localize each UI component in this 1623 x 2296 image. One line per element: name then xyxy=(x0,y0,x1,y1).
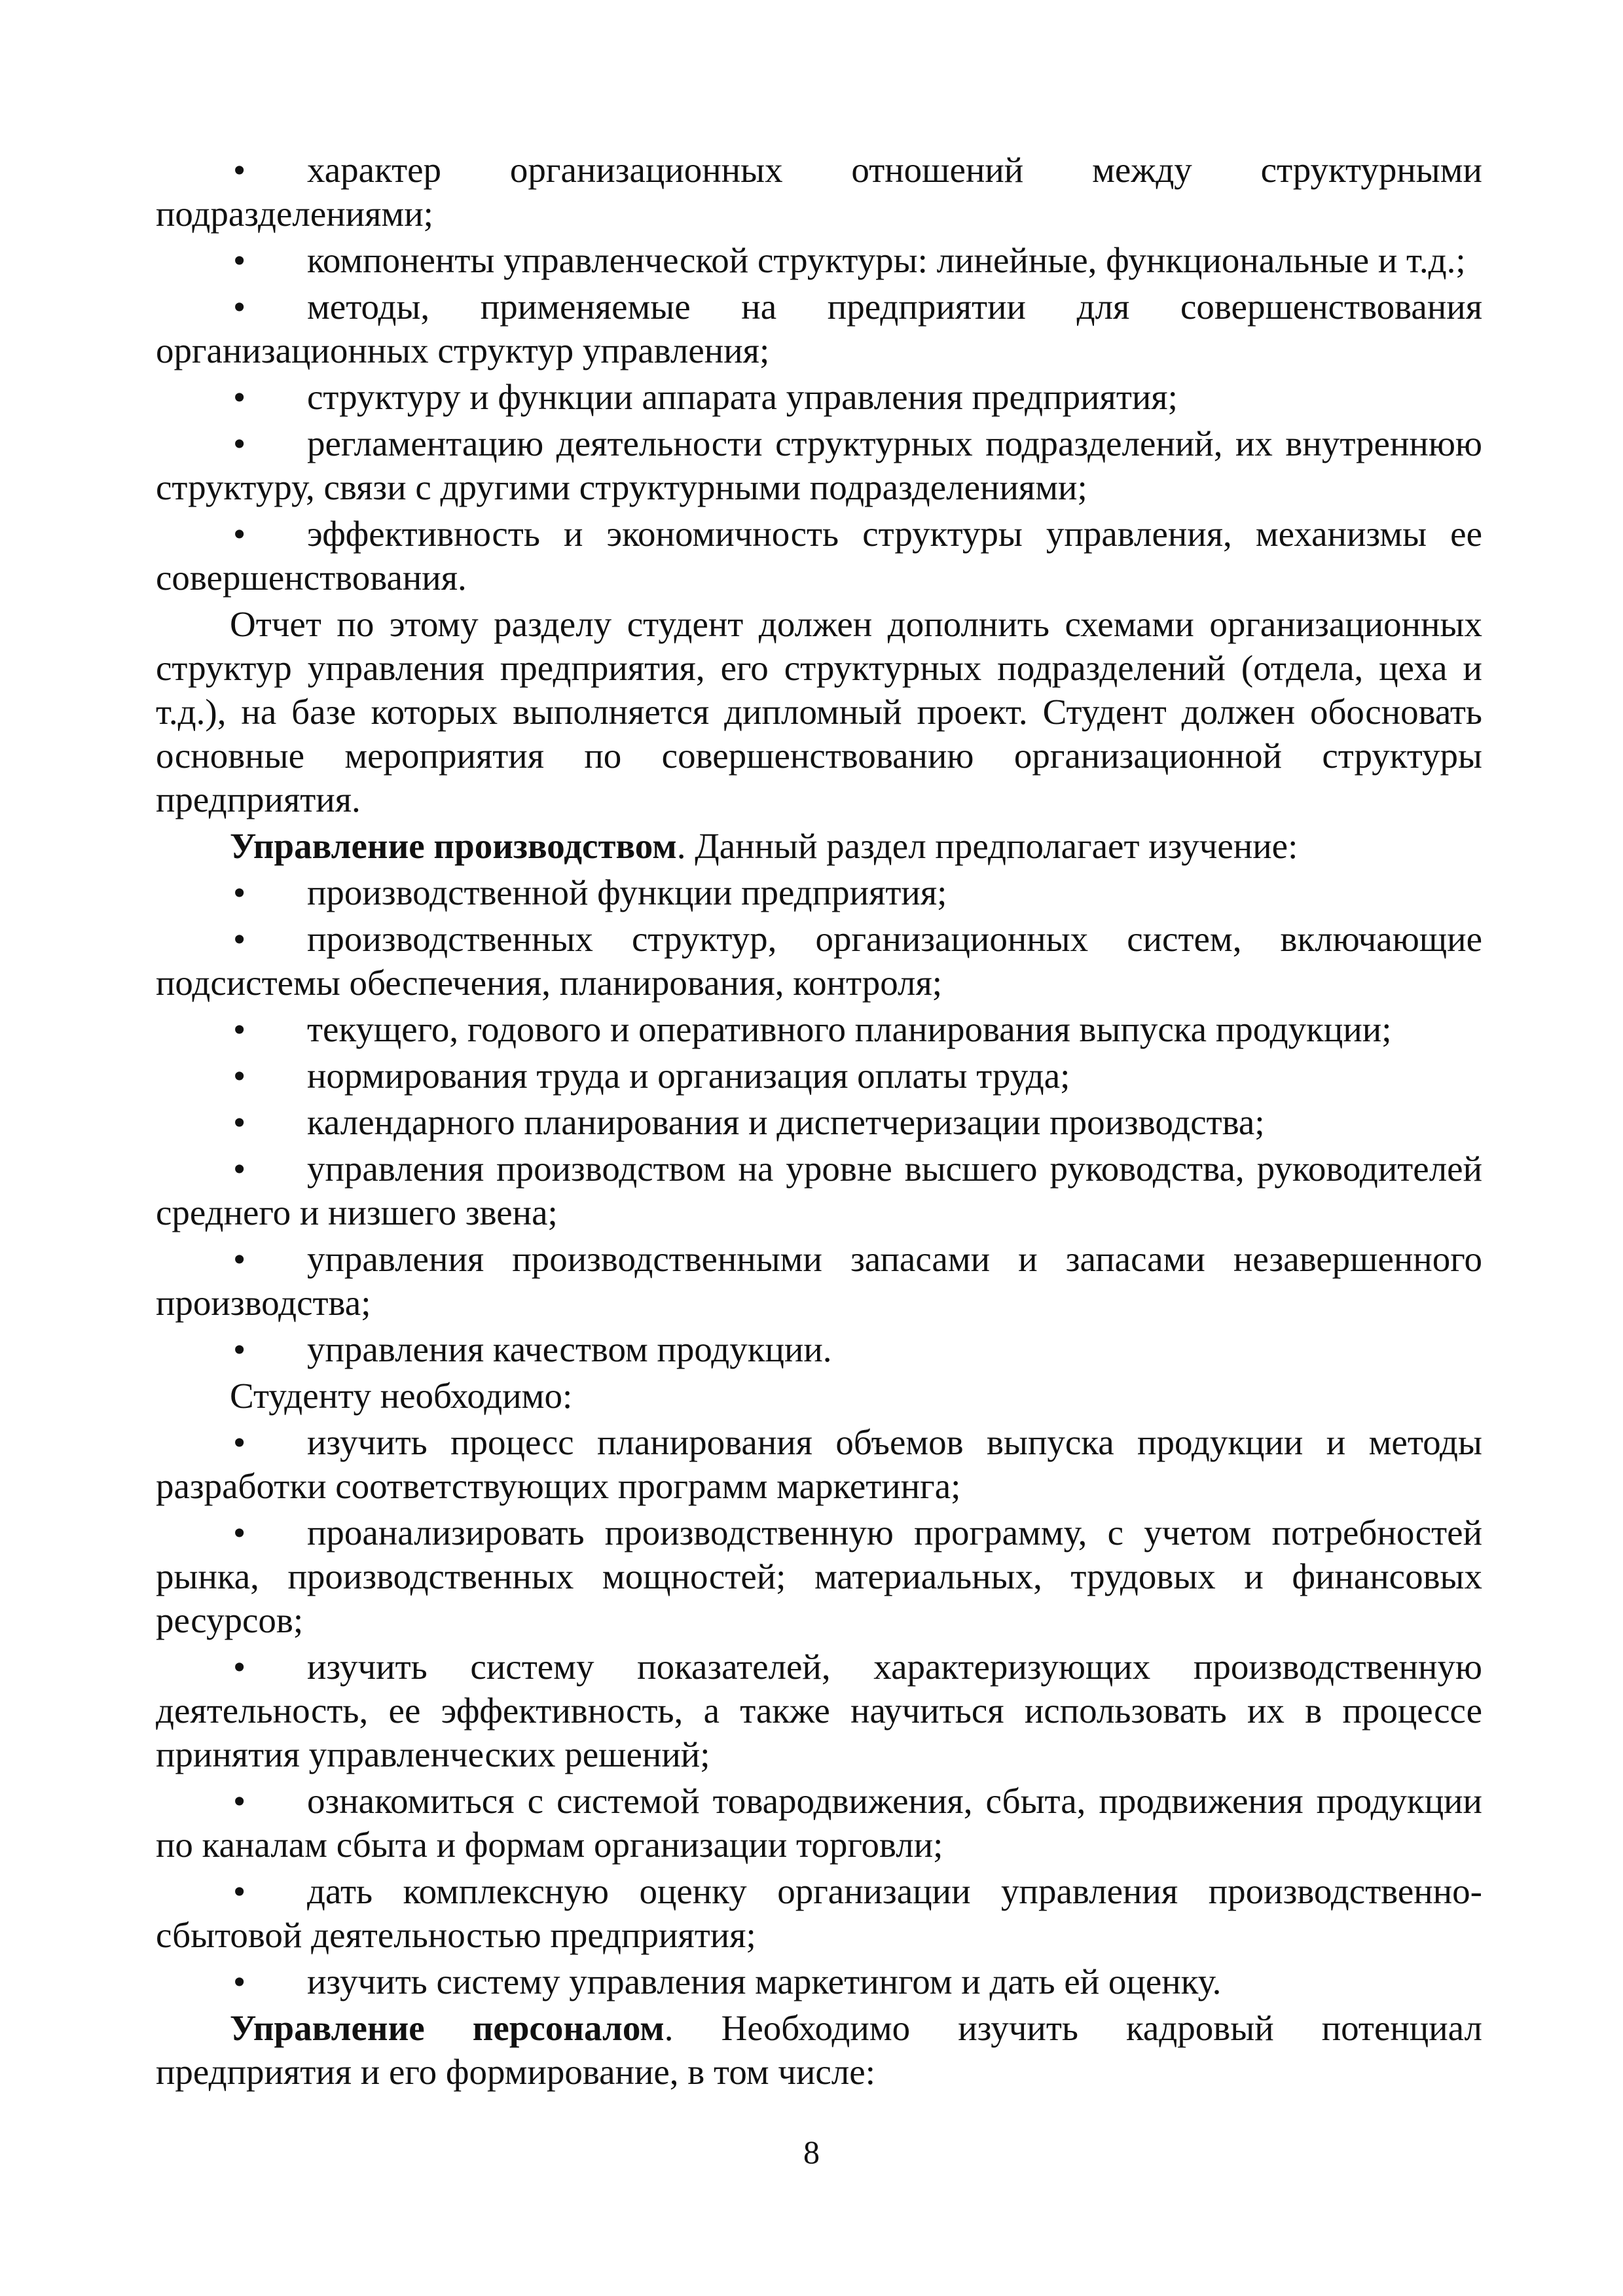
bullet-item xyxy=(156,1960,1482,2003)
bullet-marker: • xyxy=(233,1422,246,1462)
bullet-marker: • xyxy=(233,1149,246,1189)
section-heading: Управление персоналом xyxy=(230,2008,665,2048)
bullet-text: управления производством на уровне высшего руководства, руководителей среднего и низшего звена; xyxy=(156,1149,1482,1232)
bullet-text: управления производственными запасами и запасами незавершенного производства; xyxy=(156,1239,1482,1323)
bullet-item xyxy=(156,1779,1482,1867)
bullet-item xyxy=(156,1054,1482,1098)
bullet-marker: • xyxy=(233,1647,246,1687)
bullet-marker: • xyxy=(233,1513,246,1552)
bullet-marker: • xyxy=(233,514,246,554)
bullet-text: производственных структур, организационных систем, включающие подсистемы обеспечения, планирования, контроля; xyxy=(156,919,1482,1003)
bullet-text: производственной функции предприятия; xyxy=(307,872,947,912)
bullet-marker: • xyxy=(233,1102,246,1142)
bullet-marker: • xyxy=(233,919,246,959)
section-paragraph xyxy=(156,2006,1482,2094)
bullet-marker: • xyxy=(233,377,246,417)
bullet-text: изучить процесс планирования объемов выпуска продукции и методы разработки соответствующих программ маркетинга; xyxy=(156,1422,1482,1506)
bullet-text: текущего, годового и оперативного планирования выпуска продукции; xyxy=(307,1009,1392,1049)
bullet-marker: • xyxy=(233,240,246,280)
bullet-item xyxy=(156,422,1482,509)
bullet-text: изучить систему показателей, характеризующих производственную деятельность, ее эффективность, а также научиться использовать их в процессе принятия управленческих решений; xyxy=(156,1647,1482,1774)
bullet-text: компоненты управленческой структуры: линейные, функциональные и т.д.; xyxy=(307,240,1466,280)
bullet-marker: • xyxy=(233,1962,246,2001)
bullet-text: характер организационных отношений между структурными подразделениями; xyxy=(156,150,1482,234)
bullet-marker: • xyxy=(233,872,246,912)
section-paragraph xyxy=(156,824,1482,868)
bullet-item xyxy=(156,512,1482,600)
bullet-text: управления качеством продукции. xyxy=(307,1329,832,1369)
bullet-text: эффективность и экономичность структуры управления, механизмы ее совершенствования. xyxy=(156,514,1482,598)
bullet-item xyxy=(156,1147,1482,1234)
paragraph-text: Студенту необходимо: xyxy=(230,1376,573,1416)
bullet-item xyxy=(156,1237,1482,1325)
bullet-marker: • xyxy=(233,1329,246,1369)
bullet-text: дать комплексную оценку организации управления производственно-сбытовой деятельностью предприятия; xyxy=(156,1871,1482,1955)
bullet-item xyxy=(156,1511,1482,1642)
paragraph-text: . Необходимо изучить кадровый потенциал предприятия и его формирование, в том числе: xyxy=(156,2008,1482,2092)
bullet-text: регламентацию деятельности структурных подразделений, их внутреннюю структуру, связи с другими структурными подразделениями; xyxy=(156,423,1482,507)
bullet-text: календарного планирования и диспетчеризации производства; xyxy=(307,1102,1265,1142)
bullet-item xyxy=(156,1007,1482,1051)
bullet-marker: • xyxy=(233,423,246,463)
bullet-item xyxy=(156,238,1482,282)
bullet-text: изучить систему управления маркетингом и дать ей оценку. xyxy=(307,1962,1222,2001)
bullet-marker: • xyxy=(233,1781,246,1821)
section-heading: Управление производством xyxy=(230,826,677,866)
bullet-marker: • xyxy=(233,1239,246,1279)
bullet-item xyxy=(156,1420,1482,1508)
bullet-item xyxy=(156,917,1482,1005)
paragraph-text: Отчет по этому разделу студент должен дополнить схемами организационных структур управления предприятия, его структурных подразделений (отдела, цеха и т.д.), на базе которых выполняется дипломный проект. Студент должен обосновать основные мероприятия по совершенствованию организационной структуры предприятия. xyxy=(156,604,1482,819)
bullet-text: ознакомиться с системой товародвижения, сбыта, продвижения продукции по каналам сбыта и формам организации торговли; xyxy=(156,1781,1482,1865)
bullet-item xyxy=(156,1100,1482,1144)
bullet-text: структуру и функции аппарата управления предприятия; xyxy=(307,377,1178,417)
bullet-marker: • xyxy=(233,1871,246,1911)
bullet-marker: • xyxy=(233,150,246,190)
bullet-item xyxy=(156,148,1482,236)
bullet-item xyxy=(156,1645,1482,1776)
paragraph xyxy=(156,1374,1482,1418)
bullet-marker: • xyxy=(233,1056,246,1096)
bullet-item xyxy=(156,375,1482,419)
paragraph-text: . Данный раздел предполагает изучение: xyxy=(676,826,1298,866)
bullet-text: проанализировать производственную программу, с учетом потребностей рынка, производственных мощностей; материальных, трудовых и финансовых ресурсов; xyxy=(156,1513,1482,1640)
page-body xyxy=(156,148,1482,2096)
paragraph xyxy=(156,602,1482,821)
bullet-item xyxy=(156,1869,1482,1957)
bullet-item xyxy=(156,285,1482,372)
page-number: 8 xyxy=(803,2134,820,2170)
bullet-item xyxy=(156,1327,1482,1371)
bullet-text: нормирования труда и организация оплаты труда; xyxy=(307,1056,1070,1096)
bullet-marker: • xyxy=(233,287,246,327)
bullet-item xyxy=(156,870,1482,914)
bullet-marker: • xyxy=(233,1009,246,1049)
bullet-text: методы, применяемые на предприятии для совершенствования организационных структур управления; xyxy=(156,287,1482,370)
